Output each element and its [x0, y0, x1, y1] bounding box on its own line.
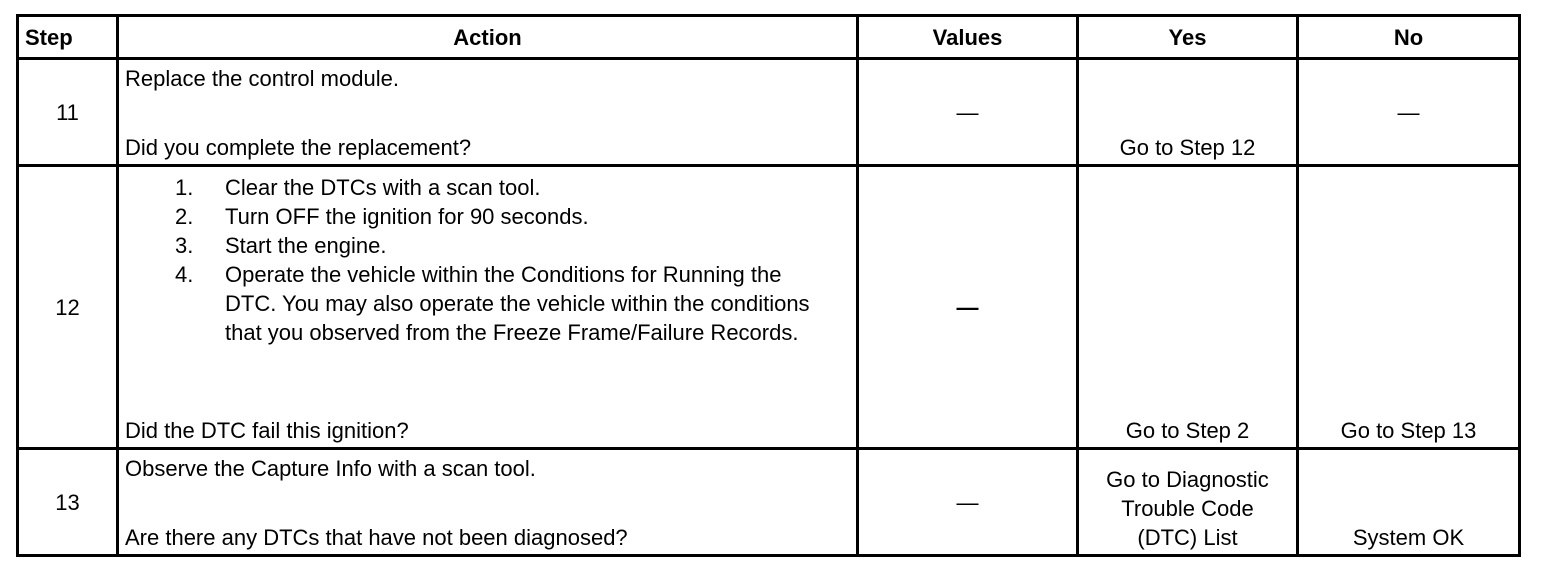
action-question: Did you complete the replacement? [125, 135, 472, 160]
action-cell [118, 166, 858, 449]
values-dash: — [956, 99, 979, 125]
list-item-number: 1. [175, 175, 194, 200]
diagnostic-table [16, 14, 1521, 557]
table-header [18, 16, 1520, 59]
action-steps [125, 173, 850, 347]
yes-result: Go to Step 2 [1125, 418, 1250, 443]
list-item-number: 3. [175, 233, 194, 258]
step-number: 13 [18, 449, 118, 556]
values-dash: — [956, 294, 979, 320]
table-body [18, 59, 1520, 556]
yes-cell [1078, 166, 1298, 449]
header-step: Step [18, 16, 118, 59]
yes-cell [1078, 449, 1298, 556]
list-item [125, 231, 850, 260]
table-row [18, 166, 1520, 449]
list-item-number: 4. [175, 262, 194, 287]
yes-cell [1078, 59, 1298, 166]
values-cell [858, 449, 1078, 556]
step-number: 11 [18, 59, 118, 166]
header-no: No [1298, 16, 1520, 59]
action-question: Are there any DTCs that have not been diagnosed? [125, 525, 628, 550]
list-item [125, 173, 850, 202]
list-item-text: Turn OFF the ignition for 90 seconds. [225, 204, 589, 229]
yes-result: Go to Step 12 [1119, 135, 1256, 160]
list-item-number: 2. [175, 204, 194, 229]
no-result: System OK [1352, 525, 1465, 550]
header-values: Values [858, 16, 1078, 59]
header-yes: Yes [1078, 16, 1298, 59]
no-dash: — [1397, 99, 1420, 125]
no-cell [1298, 166, 1520, 449]
no-cell [1298, 59, 1520, 166]
steps-list [125, 173, 850, 347]
action-question: Did the DTC fail this ignition? [125, 418, 409, 443]
list-item [125, 202, 850, 231]
header-row [18, 16, 1520, 59]
action-instruction: Observe the Capture Info with a scan tool. [125, 456, 536, 481]
action-cell [118, 449, 858, 556]
values-cell [858, 166, 1078, 449]
table-row [18, 449, 1520, 556]
action-cell [118, 59, 858, 166]
values-dash: — [956, 489, 979, 515]
list-item-text: Start the engine. [225, 233, 387, 258]
values-cell [858, 59, 1078, 166]
action-instruction: Replace the control module. [125, 66, 399, 91]
list-item [125, 260, 850, 347]
table-row [18, 59, 1520, 166]
step-number: 12 [18, 166, 118, 449]
no-result: Go to Step 13 [1340, 418, 1477, 443]
list-item-text: Operate the vehicle within the Conditions for Running the DTC. You may also operate the vehicle within the conditions that you observed from the Freeze Frame/Failure Records. [225, 262, 810, 345]
list-item-text: Clear the DTCs with a scan tool. [225, 175, 541, 200]
yes-result: Go to Diagnostic Trouble Code (DTC) List [1106, 467, 1269, 550]
header-action: Action [118, 16, 858, 59]
no-cell [1298, 449, 1520, 556]
